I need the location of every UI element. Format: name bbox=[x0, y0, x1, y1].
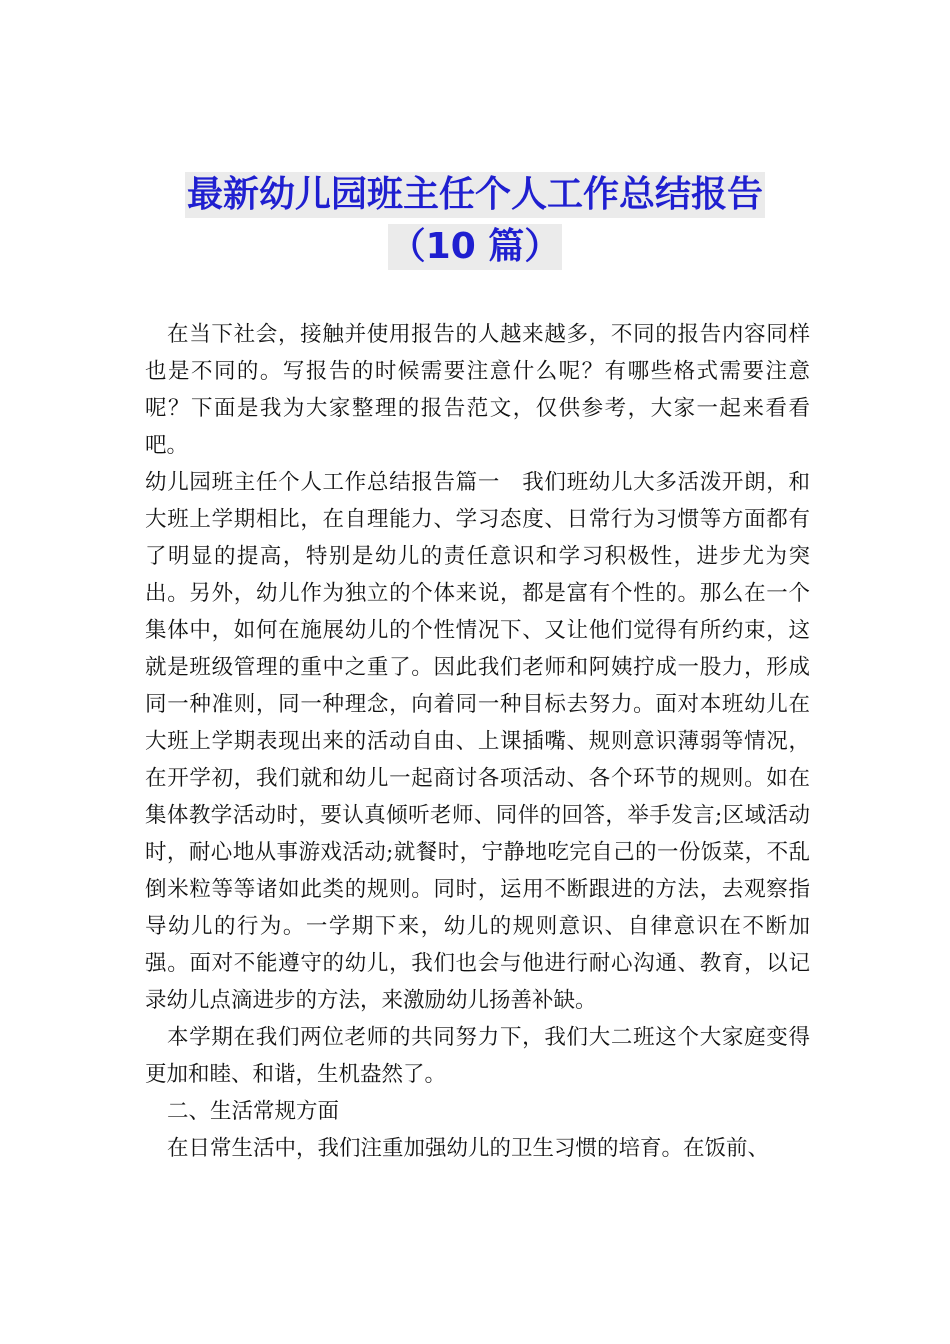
section-one-paragraph: 幼儿园班主任个人工作总结报告篇一 我们班幼儿大多活泼开朗，和大班上学期相比，在自理能力、学习态度、日常行为习惯等方面都有了明显的提高，特别是幼儿的责任意识和学习积极性，进步尤为突出。另外，幼儿作为独立的个体来说，都是富有个性的。那么在一个集体中，如何在施展幼儿的个性情况下、又让他们觉得有所约束，这就是班级管理的重中之重了。因此我们老师和阿姨拧成一股力，形成同一种准则，同一种理念，向着同一种目标去努力。面对本班幼儿在大班上学期表现出来的活动自由、上课插嘴、规则意识薄弱等情况，在开学初，我们就和幼儿一起商讨各项活动、各个环节的规则。如在集体教学活动时，要认真倾听老师、同伴的回答，举手发言;区域活动时，耐心地从事游戏活动;就餐时，宁静地吃完自己的一份饭菜，不乱倒米粒等等诸如此类的规则。同时，运用不断跟进的方法，去观察指导幼儿的行为。一学期下来，幼儿的规则意识、自律意识在不断加强。面对不能遵守的幼儿，我们也会与他进行耐心沟通、教育，以记录幼儿点滴进步的方法，来激励幼儿扬善补缺。 bbox=[145, 470, 810, 1013]
title-line-1: 最新幼儿园班主任个人工作总结报告 bbox=[185, 172, 765, 218]
summary-paragraph: 本学期在我们两位老师的共同努力下，我们大二班这个大家庭变得更加和睦、和谐，生机盎然了。 bbox=[145, 1025, 810, 1087]
document-title bbox=[0, 172, 950, 276]
section-heading-life-routine: 二、生活常规方面 bbox=[167, 1099, 340, 1124]
intro-paragraph: 在当下社会，接触并使用报告的人越来越多，不同的报告内容同样也是不同的。写报告的时候需要注意什么呢？有哪些格式需要注意呢？下面是我为大家整理的报告范文，仅供参考，大家一起来看看吧。 bbox=[145, 322, 810, 458]
title-line-2: （10 篇） bbox=[388, 224, 563, 270]
document-body bbox=[145, 316, 810, 1167]
life-routine-paragraph: 在日常生活中，我们注重加强幼儿的卫生习惯的培育。在饭前、 bbox=[167, 1136, 770, 1161]
